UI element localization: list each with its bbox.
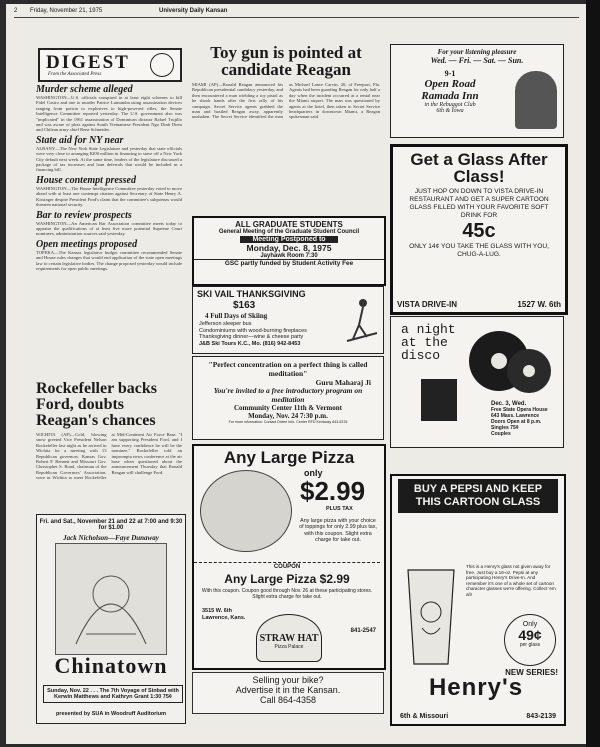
story-body: ALBANY—The New York State Legislature and yesterday that state officials were very close to arranging $200 million in financing to stave off a New York City default next week. At the same time, leaders of the legislature discussed a package of tax increases and loan deferrals that would be included in a financing bill. — [36, 145, 182, 173]
henrys-per: per glass — [519, 642, 541, 648]
grad-funded: GSC partly funded by Student Activity Fee — [194, 259, 384, 267]
disco-ad — [390, 316, 564, 448]
story-2 — [36, 135, 182, 173]
henrys-price: 49¢ — [518, 627, 542, 643]
story-body: WASHINGTON—U.S. officials conspired in at least eight schemes to kill Fidel Castro and one to murder Patrice Lumumba using assassination devices ranging from poison to explosives to high-powered rifles, the Senate Intelligence Committee reported yesterday. The U.S. government also was "implicated" in the 1961 assassination of Dominican dictator Rafael Trujillo and was aware of plots against South Vietnamese President Ngo Dinh Diem and Chilean army chief Rene Schneider. — [36, 95, 182, 133]
story-body: WASHINGTON—An American Bar Association committee meets today to appraise the qualifications of at least five more potential Supreme Court nominees, administration sources said yesterday. — [36, 220, 182, 237]
meditation-time: Monday, Nov. 24 7:30 p.m. — [248, 412, 328, 420]
meditation-author: Guru Maharaj Ji — [315, 378, 371, 387]
rockefeller-story — [36, 381, 182, 511]
grad-date: Monday, Dec. 8, 1975 — [246, 243, 332, 253]
ski-contact: J&B Ski Tours K.C., Mo. (816) 942-8453 — [199, 340, 301, 347]
record-sleeve — [421, 379, 457, 421]
story-headline: Murder scheme alleged — [36, 84, 133, 95]
pizza-tax: PLUS TAX — [326, 506, 353, 512]
rockefeller-body: WICHITA (AP)—Cold, blowing snow greeted Vice President Nelson Rockefeller last night as he arrived in Wichita for a meeting with 13 Republican governors. Kansas Gov. Robert F. Bennett and Missouri Gov. Christopher S. Bond, chairman of the Republican Governors' Association, were in Wichita to meet Rockefeller at Mid-Continent Air Force Base. "I am supporting President Ford, and I have every confidence he will be the nominee," Rockefeller told an impromptu news conference at the air base when questioned about the announcement Thursday that Ronald Reagan will challenge Ford. — [36, 432, 182, 481]
ramada-line1: For your listening pleasure — [437, 48, 517, 56]
story-1 — [36, 84, 182, 133]
ski-item: Condominiums with wood-burning fireplaces — [199, 327, 307, 334]
kansan-line3: Call 864-4358 — [259, 695, 317, 705]
story-headline: House contempt pressed — [36, 174, 136, 186]
story-body: TOPEKA—The Kansas legislative budget committee recommended Senate and House rules changes that would end application of the state open meetings law to certain legislative bodies. The change proposed yesterday would include requirements for open public meetings. — [36, 249, 182, 271]
digest-title: DIGEST — [46, 52, 130, 73]
henrys-phone: 843-2139 — [526, 713, 556, 720]
henrys-only: Only — [522, 621, 538, 628]
disco-date: Dec. 3, Wed. — [491, 401, 527, 407]
story-4 — [36, 210, 182, 237]
film-poster-icon — [56, 544, 166, 654]
meditation-invite: You're invited to a free introductory program on meditation — [213, 386, 363, 404]
henrys-ad — [390, 474, 566, 726]
disco-address: 643 Mass. Lawrence — [491, 413, 540, 419]
records-icon — [457, 321, 557, 405]
vista-headline: Get a Glass After Class! — [410, 150, 548, 186]
pizza-ad — [192, 444, 386, 670]
henrys-series: NEW SERIES! — [505, 668, 558, 677]
disco-title: a night at the disco — [401, 322, 456, 363]
pizza-coupon-headline: Any Large Pizza $2.99 — [224, 572, 350, 586]
digest-stories — [36, 84, 182, 414]
globe-icon — [150, 53, 174, 77]
story-headline: Open meetings proposed — [36, 238, 138, 250]
meditation-ad — [192, 356, 384, 440]
grad-postponed: Meeting Postponed to — [240, 236, 338, 243]
pizza-address: 3515 W. 6th Lawrence, Kans. — [202, 608, 246, 621]
ski-days: 4 Full Days of Skiing — [205, 312, 268, 320]
film-presented: presented by SUA in Woodruff Auditorium — [55, 711, 167, 717]
pizza-desc: Any large pizza with your choice of toppings for only 2.99 plus tax, with this coupon. Slight extra charge for take out. — [299, 518, 377, 544]
henrys-desc: This is a Henry's glass not given away for free. Just buy a 16-oz. Pepsi at any participating Henry's Drive-In. And remember it's one of a whole set of cartoon character glasses we're offering. Collect 'em all! — [466, 564, 556, 597]
vista-body-2: ONLY 14¢ YOU TAKE THE GLASS WITH YOU, CHUG-A-LUG. — [409, 243, 549, 258]
reagan-body: MIAMI (AP)—Ronald Reagan announced his Republican presidential candidacy yesterday, and then encountered a man wielding a toy pistol as he shook hands after the first rally of his campaign. Secret Service agents grabbed the man and hustled Reagan away, apparently unshaken. The Secret Service identified the man as Michael Lance Carvin, 20, of Freeport, Fla. Agents had been guarding Reagan for only half a day when the incident occurred at a rental near the Miami airport. The man was questioned by agents at the hotel, then taken to Secret Service headquarters in downtown Miami, a Reagan spokesman said. — [192, 82, 380, 120]
ramada-time: 9-1 — [444, 69, 456, 78]
film-dates: Fri. and Sat., November 21 and 22 at 7:00 and 9:30 for $1.00 — [39, 519, 183, 531]
ramada-club: in the Rebuggot Club — [424, 102, 476, 108]
story-body: WASHINGTON—The House Intelligence Committee yesterday voted to move ahead with at least one contempt citation against Secretary of State Henry A. Kissinger despite President Ford's claim that the committee's subpoenas would threaten national security. — [36, 185, 182, 208]
grad-line1: ALL GRADUATE STUDENTS — [235, 220, 343, 229]
vista-name: VISTA DRIVE-IN — [397, 300, 458, 309]
cartoon-glass-icon — [404, 568, 458, 668]
pizza-price: $2.99 — [300, 476, 366, 506]
ramada-ad — [390, 44, 564, 138]
newspaper-page — [6, 4, 586, 744]
disco-venue: Free State Opera House — [491, 407, 548, 413]
pizza-coupon: COUPON — [273, 564, 301, 570]
straw-hat-brand: STRAW HAT — [259, 633, 319, 644]
page-date: Friday, November 21, 1975 — [30, 8, 103, 14]
ramada-band: Open Road — [424, 78, 476, 90]
graduate-ad — [192, 216, 386, 286]
film-stars: Jack Nicholson—Faye Dunaway — [63, 534, 159, 542]
henrys-brand: Henry's — [428, 674, 524, 701]
rockefeller-headline: Rockefeller backs Ford, doubts Reagan's chances — [36, 381, 158, 429]
henrys-headline: BUY A PEPSI AND KEEP THIS CARTOON GLASS — [398, 479, 558, 513]
disco-couples: Couples — [491, 431, 511, 437]
price-badge — [504, 614, 556, 666]
story-headline: Bar to review prospects — [36, 209, 132, 221]
ramada-days: Wed. — Fri. — Sat. — Sun. — [430, 56, 524, 65]
scan-edge — [586, 0, 600, 747]
pizza-phone: 841-2547 — [350, 628, 376, 634]
kansan-line1: Selling your bike? — [252, 675, 324, 685]
ramada-venue: Ramada Inn — [421, 90, 479, 102]
digest-box — [38, 48, 182, 82]
pizza-coupon-desc: With this coupon. Coupon good through Nov. 26 at these participating stores. Slight extra charge for take out. — [201, 588, 373, 600]
film-title: Chinatown — [54, 653, 168, 678]
film-sunday: Sunday, Nov. 22 . . . The 7th Voyage of Sinbad with Kerwin Matthews and Kathryn Grant 1:30 75¢ — [43, 685, 183, 703]
ski-item: Thanksgiving dinner—wine & cheese party — [199, 334, 304, 340]
vista-ad — [390, 144, 568, 315]
henrys-address: 6th & Missouri — [400, 713, 449, 720]
page-number: 2 — [14, 8, 18, 14]
skier-icon — [343, 295, 379, 347]
meditation-place: Community Center 11th & Vermont — [234, 404, 342, 412]
vista-body: JUST HOP ON DOWN TO VISTA DRIVE-IN RESTAURANT AND GET A SUPER CARTOON GLASS FILLED WITH YOUR FAVORITE SOFT DRINK FOR — [409, 188, 549, 219]
pizza-only: only — [304, 468, 323, 478]
ski-price: $163 — [233, 300, 256, 311]
pizza-image — [200, 470, 292, 552]
band-photo — [515, 71, 557, 129]
kansan-ad — [192, 672, 384, 714]
vista-price: 45c — [462, 220, 496, 242]
grad-line2: General Meeting of the Graduate Student Council — [218, 229, 360, 235]
grad-place: Jayhawk Room 7:30 — [260, 253, 318, 259]
ski-item: Jefferson sleeper bus — [199, 321, 252, 327]
straw-hat-logo — [256, 614, 322, 662]
meditation-info: For more information: Contact Divine Info. Center RFD Kentucky 843-5376 — [228, 420, 348, 424]
reagan-story — [192, 44, 380, 214]
story-headline: State aid for NY near — [36, 134, 124, 146]
story-3 — [36, 175, 182, 208]
meditation-quote: "Perfect concentration on a perfect thing is called meditation" — [208, 360, 368, 378]
film-ad — [36, 514, 186, 724]
page-header — [14, 7, 579, 18]
film-illustration — [55, 543, 167, 655]
paper-name: University Daily Kansan — [159, 8, 228, 14]
disco-singles: Singles 75¢ — [491, 425, 519, 431]
story-5 — [36, 239, 182, 272]
ski-title: SKI VAIL THANKSGIVING — [197, 289, 306, 299]
ramada-address: 6th & Iowa — [436, 108, 464, 114]
vista-address: 1527 W. 6th — [517, 300, 561, 309]
ski-ad — [192, 286, 384, 354]
straw-hat-sub: Pizza Palace — [274, 644, 304, 650]
pizza-headline: Any Large Pizza — [223, 448, 355, 467]
disco-doors: Doors Open at 8 p.m. — [491, 419, 542, 425]
kansan-line2: Advertise it in the Kansan. — [235, 685, 341, 695]
reagan-headline: Toy gun is pointed at candidate Reagan — [210, 44, 362, 79]
digest-subtitle: From the Associated Press — [48, 72, 102, 77]
